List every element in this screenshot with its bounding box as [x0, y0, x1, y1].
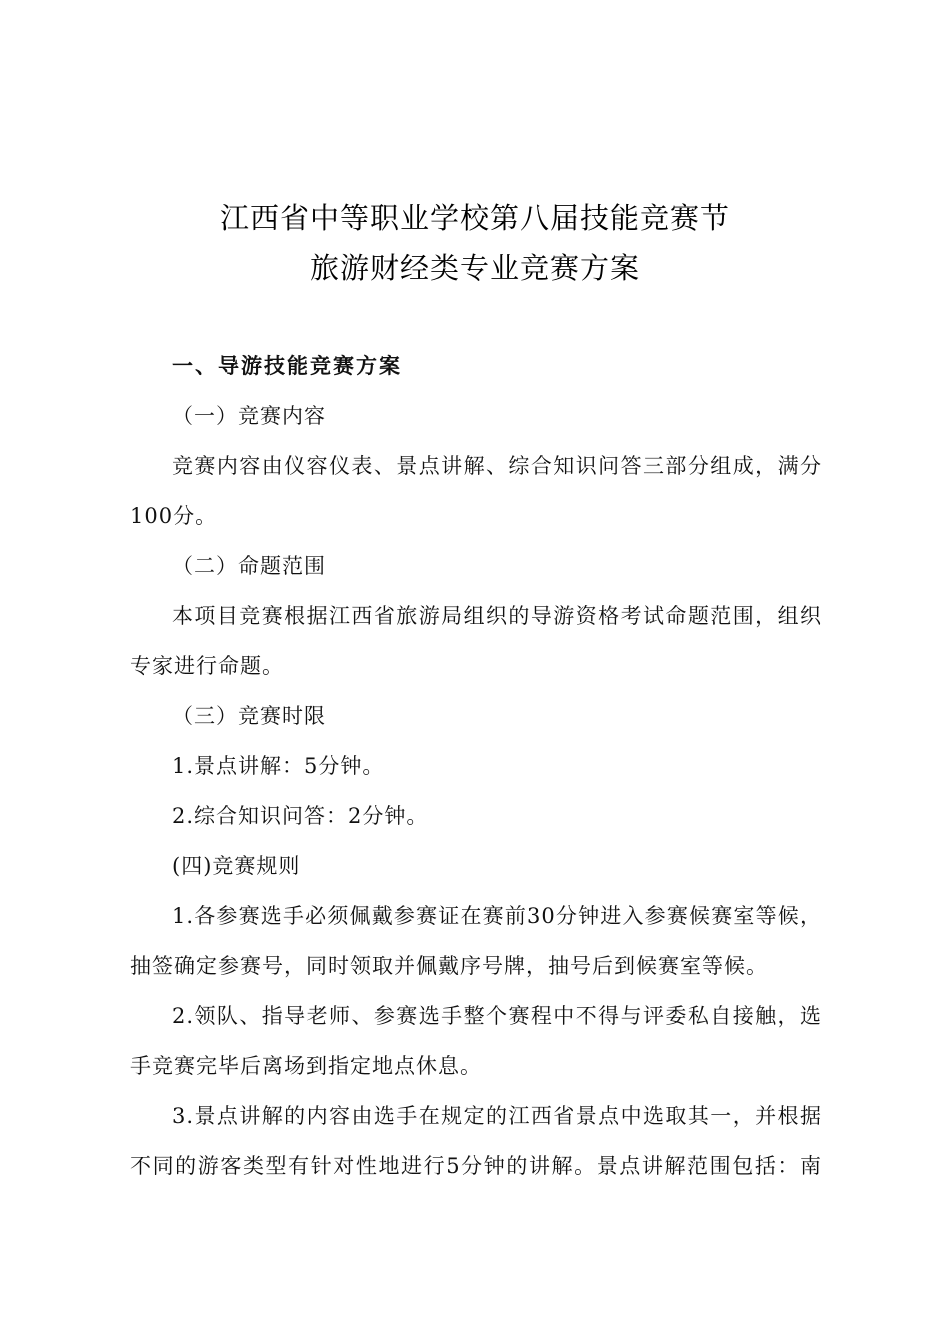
list-item-time-2: 2.综合知识问答：2分钟。: [172, 804, 429, 828]
section-heading-tour-guide: 一、导游技能竞赛方案: [172, 354, 402, 378]
subsection-heading-time-limit: （三）竞赛时限: [172, 704, 326, 728]
rule-2-line1: 2.领队、指导老师、参赛选手整个赛程中不得与评委私自接触，选: [172, 1004, 822, 1028]
subsection-heading-content: （一）竞赛内容: [172, 404, 326, 428]
rule-2-line2: 手竞赛完毕后离场到指定地点休息。: [130, 1054, 482, 1078]
document-title-line1: 江西省中等职业学校第八届技能竞赛节: [219, 201, 730, 235]
subsection-heading-rules: (四)竞赛规则: [172, 854, 301, 878]
paragraph-content-line1: 竞赛内容由仪容仪表、景点讲解、综合知识问答三部分组成，满分: [172, 454, 822, 478]
list-item-time-1: 1.景点讲解：5分钟。: [172, 754, 385, 778]
rule-3-line2: 不同的游客类型有针对性地进行5分钟的讲解。景点讲解范围包括：南: [130, 1154, 822, 1178]
paragraph-content-line2: 100分。: [130, 504, 218, 528]
rule-3-line1: 3.景点讲解的内容由选手在规定的江西省景点中选取其一，并根据: [172, 1104, 822, 1128]
paragraph-scope-line2: 专家进行命题。: [130, 654, 284, 678]
document-title-line2: 旅游财经类专业竞赛方案: [309, 251, 640, 285]
rule-1-line1: 1.各参赛选手必须佩戴参赛证在赛前30分钟进入参赛候赛室等候，: [172, 904, 822, 928]
paragraph-scope-line1: 本项目竞赛根据江西省旅游局组织的导游资格考试命题范围，组织: [172, 604, 822, 628]
rule-1-line2: 抽签确定参赛号，同时领取并佩戴序号牌，抽号后到候赛室等候。: [130, 954, 768, 978]
subsection-heading-scope: （二）命题范围: [172, 554, 326, 578]
